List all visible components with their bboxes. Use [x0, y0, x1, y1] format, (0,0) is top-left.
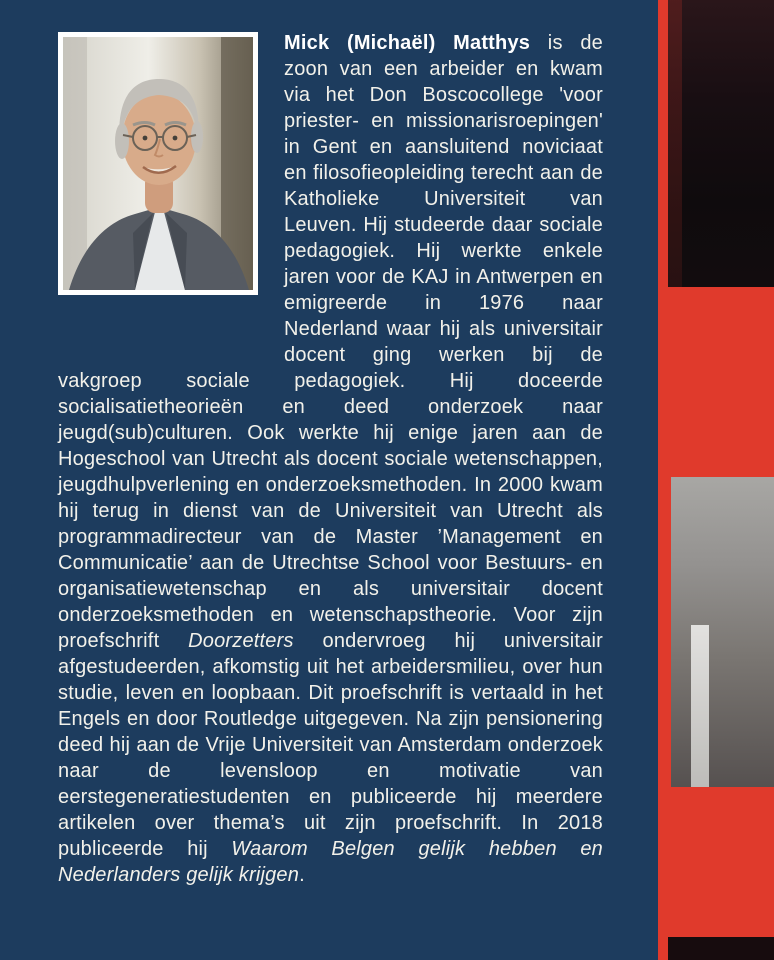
portrait-illustration: [63, 37, 253, 290]
spine-photo-fragment-middle: [671, 477, 774, 787]
portrait-photo: [58, 32, 258, 295]
author-bio-text: Mick (Michaël) Matthys is de zoon van een arbeider en kwam via het Don Boscocollege 'voor priester- en missionarisroepingen' in Gent en aansluitend noviciaat en filosofieopleiding terecht aan de Katholieke Universiteit van Leuven. Hij studeerde daar sociale pedagogiek. Hij werkte enkele jaren voor de KAJ in Antwerpen en emigreerde in 1976 naar Nederland waar hij als universitair docent ging werken bij de vakgroep sociale pedagogiek. Hij doceerde socialisatietheorieën en deed onderzoek naar jeugd(sub)culturen. Ook werkte hij enige jaren aan de Hogeschool van Utrecht als docent sociale wetenschappen, jeugdhulpverlening en onderzoeksmethoden. In 2000 kwam hij terug in dienst van de Universiteit van Utrecht als programmadirecteur van de Master ’Management en Communicatie’ aan de Utrechtse School voor Bestuurs- en organisatiewetenschap en als universitair docent onderzoeksmethoden en wetenschapstheorie. Voor zijn proefschrift Doorzetters ondervroeg hij universitair afgestudeerden, afkomstig uit het arbeidersmilieu, over hun studie, leven en loopbaan. Dit proefschrift is vertaald in het Engels en door Routledge uitgegeven. Na zijn pensionering deed hij aan de Vrije Universiteit van Amsterdam onderzoek naar de levensloop en motivatie van eerstegeneratiestudenten en publiceerde hij meerdere artikelen over thema’s uit zijn proefschrift. In 2018 publiceerde hij Waarom Belgen gelijk hebben en Nederlanders gelijk krijgen.: [58, 32, 603, 886]
spine-photo-fragment-bottom: [668, 937, 774, 960]
spine-photo-fragment-top: [668, 0, 774, 287]
author-bio-block: [58, 30, 603, 888]
cover-spine-stripe: [658, 0, 774, 960]
